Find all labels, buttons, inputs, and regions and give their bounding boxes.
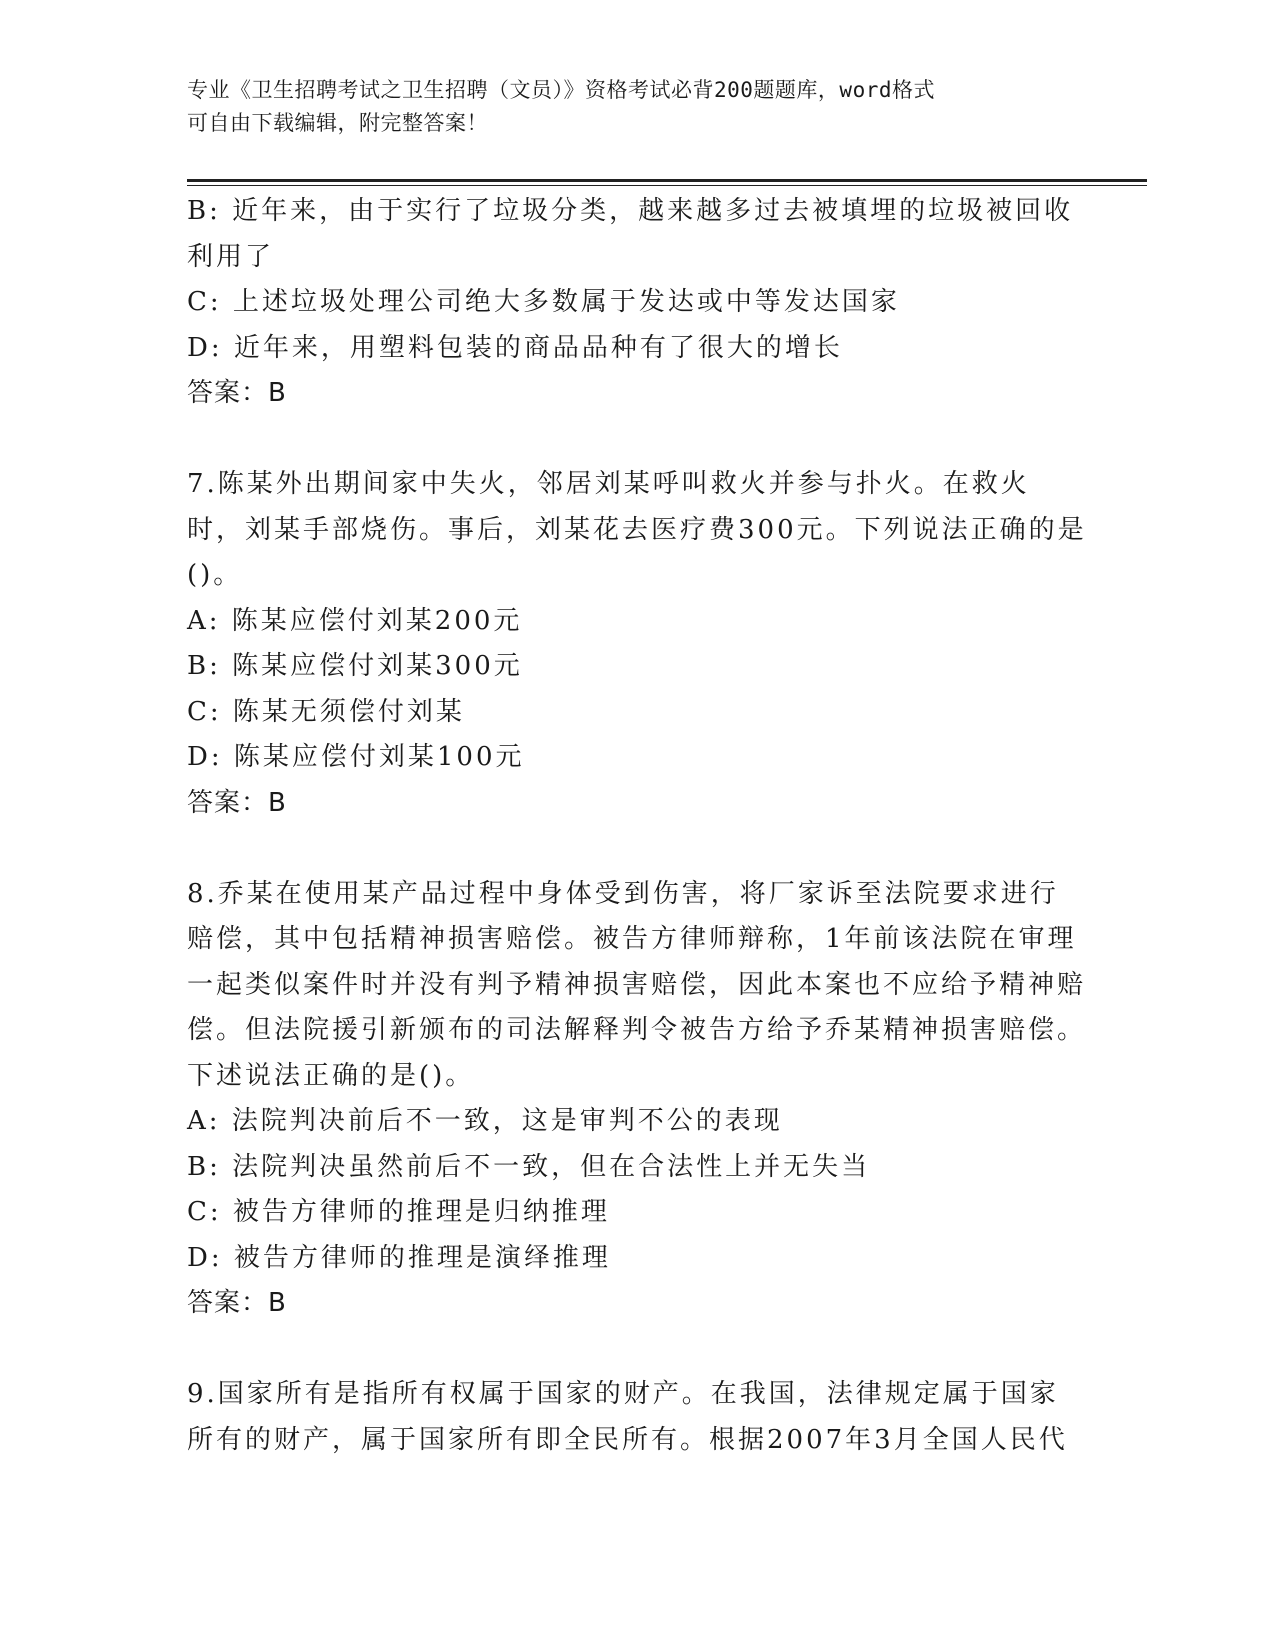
header-title-line1: 专业《卫生招聘考试之卫生招聘（文员）》资格考试必背200题题库，word格式: [187, 78, 935, 102]
spacer: [187, 1327, 1087, 1373]
q7-option-d: D: 陈某应偿付刘某100元: [187, 742, 525, 772]
q8-option-a: A: 法院判决前后不一致，这是审判不公的表现: [187, 1106, 783, 1136]
question-8: [187, 872, 1087, 1327]
header-title-line2: 可自由下载编辑，附完整答案！: [187, 111, 488, 135]
spacer: [187, 417, 1087, 463]
q7-option-b: B: 陈某应偿付刘某300元: [187, 651, 523, 681]
spacer: [187, 826, 1087, 872]
question-7: [187, 462, 1087, 826]
q8-option-c: C: 被告方律师的推理是归纳推理: [187, 1197, 610, 1227]
q8-option-d: D: 被告方律师的推理是演绎推理: [187, 1242, 611, 1273]
document-header: [187, 74, 1067, 140]
q8-option-b: B: 法院判决虽然前后不一致，但在合法性上并无失当: [187, 1151, 871, 1182]
q9-stem: 9.国家所有是指所有权属于国家的财产。在我国，法律规定属于国家所有的财产，属于国家所有即全民所有。根据2007年3月全国人民代: [187, 1379, 1068, 1455]
q7-stem: 7.陈某外出期间家中失火，邻居刘某呼叫救火并参与扑火。在救火时，刘某手部烧伤。事后，刘某花去医疗费300元。下列说法正确的是()。: [187, 469, 1087, 590]
q6-option-b: B: 近年来，由于实行了垃圾分类，越来越多过去被填埋的垃圾被回收利用了: [187, 196, 1074, 272]
q6-option-c: C: 上述垃圾处理公司绝大多数属于发达或中等发达国家: [187, 287, 900, 317]
header-divider-thick: [187, 179, 1147, 182]
q7-option-c: C: 陈某无须偿付刘某: [187, 696, 465, 727]
q8-answer: 答案：B: [187, 1288, 287, 1318]
q8-stem: 8.乔某在使用某产品过程中身体受到伤害，将厂家诉至法院要求进行赔偿，其中包括精神损害赔偿。被告方律师辩称，1年前该法院在审理一起类似案件时并没有判予精神损害赔偿，因此本案也不应给予精神赔偿。但法院援引新颁布的司法解释判令被告方给予乔某精神损害赔偿。下述说法正确的是()。: [187, 878, 1087, 1091]
question-9: [187, 1372, 1087, 1463]
q6-answer: 答案：B: [187, 378, 287, 408]
q7-answer: 答案：B: [187, 787, 287, 818]
q7-option-a: A: 陈某应偿付刘某200元: [187, 605, 523, 636]
header-divider-thin: [187, 185, 1147, 186]
q6-option-d: D: 近年来，用塑料包装的商品品种有了很大的增长: [187, 332, 843, 363]
document-body: [187, 189, 1087, 1463]
question-6-tail: [187, 189, 1087, 417]
